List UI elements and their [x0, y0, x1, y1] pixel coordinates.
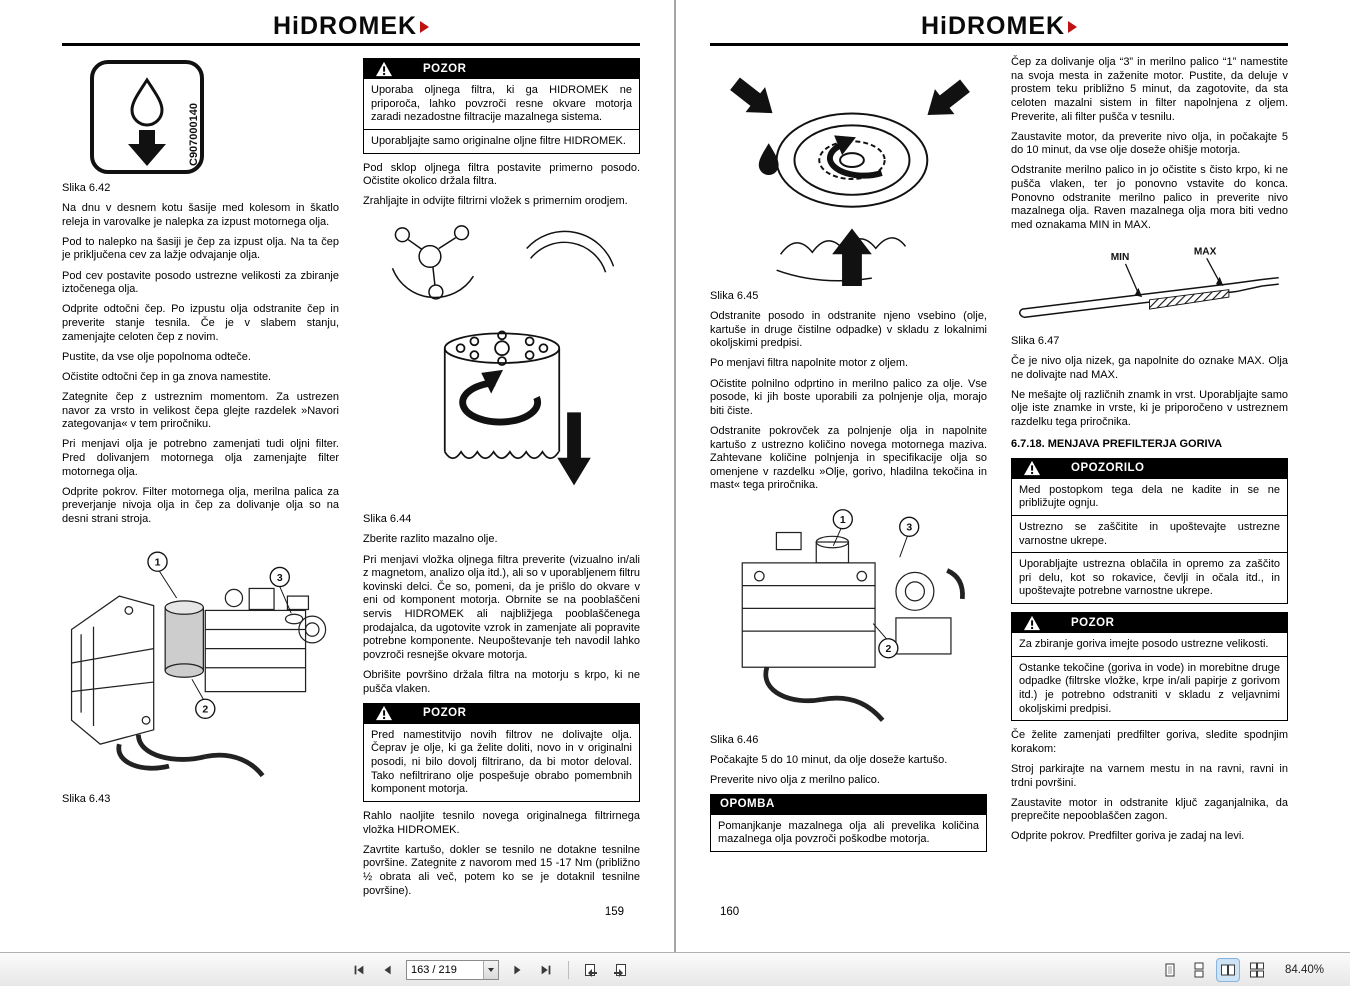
page-number-combo: [406, 960, 499, 980]
logo-accent-icon: [420, 21, 429, 33]
page-columns: [62, 56, 640, 905]
paragraph: Stroj parkirajte na varnem mestu in na ravni, ravni in trdni površini.: [1011, 762, 1288, 789]
paragraph: Po menjavi filtra napolnite motor z oljem.: [710, 357, 909, 370]
paragraph: Ne mešajte olj različnih znamk in vrst. Uporabljajte samo olje iste znamke in vrste, ki je priporočeno v ustreznem razdelku tega priročnika.: [1011, 388, 1288, 428]
warning-body: [1011, 633, 1288, 721]
paragraph: Očistite odtočni čep in ga znova namestite.: [62, 370, 272, 383]
next-view-button[interactable]: [609, 959, 631, 981]
page-number: 159: [604, 906, 624, 918]
warning-paragraph: Uporaba oljnega filtra, ki ga HIDROMEK ne priporoča, lahko povzroči resne okvare motorja zaradi nezadostne filtracije mazalnega sistema.: [371, 84, 632, 124]
header-rule: [62, 43, 640, 46]
paragraph: Zategnite čep z ustreznim momentom. Za ustrezen navor za vrsto in velikost čepa glejte razdelek »Navori zategovanja« v tem priročniku.: [62, 390, 339, 431]
filter-cartridge-drawing: [378, 215, 626, 511]
first-page-icon: [352, 963, 366, 977]
page-160: [676, 0, 1322, 952]
warning-triangle-icon: [375, 61, 393, 77]
paragraph: Zaustavite motor, da preverite nivo olja, in počakajte 5 do 10 minut, da vse olje doseže ohišje motorja.: [1011, 130, 1288, 157]
paragraph: Čep za dolivanje olja “3” in merilno palico “1” namestite na svoja mesta in zaženite motor. Pustite, da deluje v prostem teku približno 5 minut, da zagotovite, da sta celoten mazalni sistem in filter napolnjena z oljem. Preverite, ali filter pušča v tesnilu.: [1011, 56, 1288, 123]
logo-accent-icon: [1068, 21, 1077, 33]
continuous-view-button[interactable]: [1188, 959, 1210, 981]
warning-title: POZOR: [423, 707, 467, 720]
warning-paragraph: Ostanke tekočine (goriva in vode) in morebitne druge odpadke (filtrske vložke, krpe in/ali papirje z gorivom itd.) je potrebno odstraniti v skladu z veljavnimi okoljskimi predpisi.: [1012, 656, 1287, 721]
paragraph: Zberite razlito mazalno olje.: [363, 533, 498, 546]
two-page-continuous-view-icon: [1249, 962, 1265, 978]
warning-header: [363, 703, 640, 724]
figure-6-43: [62, 533, 339, 791]
paragraph: Odprite pokrov. Predfilter goriva je zadaj na levi.: [1011, 830, 1245, 843]
paragraph: Pustite, da vse olje popolnoma odteče.: [62, 350, 251, 363]
pozor-warning-box: [1011, 612, 1288, 721]
paragraph: Pri menjavi olja je potrebno zamenjati tudi oljni filter. Pred dolivanjem motornega olja zamenjajte filter motornega olja.: [62, 438, 339, 478]
warning-title: POZOR: [423, 62, 467, 75]
figure-caption: Slika 6.47: [1011, 335, 1060, 347]
callout-2-label: 2: [202, 703, 209, 716]
single-page-view-button[interactable]: [1159, 959, 1181, 981]
warning-paragraph: Za zbiranje goriva imejte posodo ustrezne velikosti.: [1019, 638, 1269, 650]
chevron-down-icon: [488, 968, 494, 972]
paragraph: Pri menjavi vložka oljnega filtra preverite (vizualno in/ali z magnetom, analizo olja itd.), ali so v uporabljenem filtru kovinski delci. Če so, pomeni, da je prišlo do okvare v eni od komponent motorja. Obrnite se na pooblaščeni servis HIDROMEK ali najbližjega pooblaščenega prodajalca, da ugotovite vzrok in zamenjate ali popravite potrebne komponente. Neupoštevanje teh navodil lahko povzroči resnejše okvare motorja.: [363, 553, 640, 661]
two-page-view-button[interactable]: [1217, 959, 1239, 981]
page-header: [62, 12, 640, 46]
previous-page-button[interactable]: [377, 959, 399, 981]
paragraph: Odprite odtočni čep. Po izpustu olja odstranite čep in preverite stanje tesnila. Če je v slabem stanju, zamenjajte celoten čep z novim.: [62, 303, 339, 343]
warning-title: OPOZORILO: [1071, 462, 1145, 475]
warning-body: [1011, 479, 1288, 604]
pozor-warning-box: [363, 58, 640, 154]
header-rule: [710, 43, 1288, 46]
hand-filter-drawing: [724, 58, 974, 288]
warning-paragraph: Uporabljajte ustrezna oblačila in opremo za zaščito pri delu, kot so rokavice, čevlji in očala itd., in upoštevajte potrebne varnostne ukrepe.: [1012, 552, 1287, 603]
right-column: [1011, 56, 1288, 860]
next-page-icon: [510, 963, 524, 977]
warning-title: POZOR: [1071, 616, 1115, 629]
callout-3-label: 3: [906, 522, 913, 534]
warning-paragraph: Pred namestitvijo novih filtrov ne dolivajte olja. Čeprav je olje, ki ga želite doliti, novo in v originalni posodi, ni bilo dovolj filtrirano, da bi motor deloval. Tako nefiltrirano olje pospešuje obrabo pomembnih komponent motorja.: [371, 728, 632, 796]
warning-paragraph: Ustrezno se zaščitite in upoštevajte ustrezne varnostne ukrepe.: [1012, 515, 1287, 552]
page-number: 160: [720, 906, 740, 918]
paragraph: Obrišite površino držala filtra na motorju s krpo, ki ne pušča vlaken.: [363, 669, 640, 695]
paragraph: Odstranite posodo in odstranite njeno vsebino (olje, kartuše in druge čistilne odpadke) v skladu z lokalnimi okoljskimi predpisi.: [710, 310, 987, 350]
figure-code-label: C907000140: [188, 102, 200, 166]
page-number-dropdown-button[interactable]: [483, 961, 498, 979]
paragraph: Pod sklop oljnega filtra postavite primerno posodo. Očistite okolico držala filtra.: [363, 161, 640, 188]
pozor-warning-box: [363, 703, 640, 802]
engine-fill-points-drawing: [710, 500, 987, 732]
note-header: [710, 794, 987, 815]
figure-6-42: [62, 58, 339, 180]
callout-2-label: 2: [885, 643, 892, 655]
continuous-view-icon: [1191, 962, 1207, 978]
callout-3-label: 3: [276, 571, 283, 584]
warning-triangle-icon: [375, 705, 393, 721]
section-heading: 6.7.18. MENJAVA PREFILTERJA GORIVA: [1011, 437, 1223, 450]
note-paragraph: Pomanjkanje mazalnega olja ali prevelika količina mazalnega olja povzroči poškodbe motorja.: [718, 819, 979, 846]
max-label: MAX: [1193, 246, 1217, 258]
warning-header: [363, 58, 640, 79]
paragraph: Zrahljajte in odvijte filtrirni vložek s primernim orodjem.: [363, 195, 628, 208]
callout-1-label: 1: [839, 514, 846, 526]
dipstick-drawing: [1011, 239, 1288, 333]
next-view-icon: [612, 962, 628, 978]
paragraph: Rahlo naoljite tesnilo novega originalnega filtrirnega vložka HIDROMEK.: [363, 809, 640, 836]
two-page-continuous-view-button[interactable]: [1246, 959, 1268, 981]
warning-body: [363, 79, 640, 154]
last-page-icon: [539, 963, 553, 977]
warning-triangle-icon: [1023, 460, 1041, 476]
paragraph: Če želite zamenjati predfilter goriva, sledite spodnjim korakom:: [1011, 729, 1288, 755]
figure-6-45: [710, 58, 987, 288]
figure-caption: Slika 6.45: [710, 290, 759, 302]
paragraph: Počakajte 5 do 10 minut, da olje doseže kartušo.: [710, 753, 948, 766]
note-title: OPOMBA: [720, 798, 775, 811]
page-header: [710, 12, 1288, 46]
figure-6-47: [1011, 239, 1288, 333]
warning-paragraph: Uporabljajte samo originalne oljne filtre HIDROMEK.: [364, 129, 639, 153]
opozorilo-warning-box: [1011, 458, 1288, 604]
last-page-button[interactable]: [535, 959, 557, 981]
figure-caption: Slika 6.42: [62, 182, 111, 194]
paragraph: Pod to nalepko na šasiji je čep za izpust olja. Na ta čep je priključena cev za lažje odvajanje olja.: [62, 235, 339, 262]
note-body: [710, 815, 987, 852]
figure-caption: Slika 6.44: [363, 513, 412, 526]
paragraph: Če je nivo olja nizek, ga napolnite do oznake MAX. Olja ne dolivajte nad MAX.: [1011, 355, 1288, 381]
paragraph: Zavrtite kartušo, dokler se tesnilo ne dotakne tesnilne površine. Zategnite z navorom med 15 -17 Nm (približno ½ obrata ali več, potem ko se je dotaknil tesnilne površine).: [363, 843, 640, 897]
two-page-view-icon: [1220, 962, 1236, 978]
zoom-level[interactable]: 84.40%: [1284, 963, 1324, 976]
hidromek-logo: [273, 12, 429, 41]
logo-text: HiDROMEK: [272, 12, 418, 40]
paragraph: Očistite polnilno odprtino in merilno palico za olje. Vse posode, ki jih boste uporabili za polnjenje olja, morajo biti čiste.: [710, 377, 987, 417]
min-label: MIN: [1110, 252, 1130, 264]
next-page-button[interactable]: [506, 959, 528, 981]
figure-6-46: [710, 500, 987, 732]
paragraph: Preverite nivo olja z merilno palico.: [710, 773, 880, 786]
paragraph: Odstranite merilno palico in jo očistite s čisto krpo, ki ne pušča vlaken, ter jo ponovno vstavite do konca. Ponovno odstranite merilno palico in preverite nivo mazalnega olja. Raven mazalnega olja mora biti vedno med oznakama MIN in MAX.: [1011, 164, 1288, 231]
page-columns: [710, 56, 1288, 860]
single-page-view-icon: [1162, 962, 1178, 978]
previous-page-icon: [381, 963, 395, 977]
warning-header: [1011, 458, 1288, 479]
paragraph: Odstranite pokrovček za polnjenje olja in napolnite kartušo z ustrezno količino novega motornega maziva. Zahtevane količine polnjenja in specifikacije olja so omenjene v razdelku »Olje, gorivo, hladilna tekočina in mast« tega priročnika.: [710, 424, 987, 492]
first-page-button[interactable]: [348, 959, 370, 981]
warning-header: [1011, 612, 1288, 633]
paragraph: Zaustavite motor in odstranite ključ zaganjalnika, da preprečite nepooblaščen zagon.: [1011, 796, 1288, 823]
page-number-input[interactable]: [407, 961, 483, 979]
left-column: [62, 56, 339, 905]
warning-body: [363, 724, 640, 802]
view-controls-group: [1159, 953, 1324, 986]
hidromek-logo: [921, 12, 1077, 41]
page-navigation-group: [348, 953, 631, 986]
callout-1-label: 1: [154, 556, 161, 569]
oil-drain-symbol-drawing: [88, 58, 208, 180]
warning-paragraph: Med postopkom tega dela ne kadite in se ne približujte ognju.: [1019, 483, 1280, 510]
logo-text: HiDROMEK: [920, 12, 1066, 40]
viewer-toolbar: [0, 952, 1350, 986]
paragraph: Na dnu v desnem kotu šasije med kolesom in škatlo releja in varovalke je nalepka za izpust motornega olja.: [62, 202, 339, 228]
figure-caption: Slika 6.43: [62, 793, 111, 805]
warning-triangle-icon: [1023, 615, 1041, 631]
opomba-note-box: [710, 794, 987, 852]
paragraph: Pod cev postavite posodo ustrezne velikosti za zbiranje iztočenega olja.: [62, 269, 339, 296]
figure-6-44: [363, 215, 640, 511]
right-column: [363, 56, 640, 905]
toolbar-separator: [568, 961, 569, 979]
page-159: [28, 0, 674, 952]
left-column: [710, 56, 987, 860]
previous-view-icon: [583, 962, 599, 978]
engine-oil-filter-drawing: [62, 533, 339, 791]
paragraph: Odprite pokrov. Filter motornega olja, merilna palica za preverjanje nivoja olja in čep za dolivanje olja so na desni strani stroja.: [62, 485, 339, 525]
previous-view-button[interactable]: [580, 959, 602, 981]
figure-caption: Slika 6.46: [710, 733, 759, 746]
